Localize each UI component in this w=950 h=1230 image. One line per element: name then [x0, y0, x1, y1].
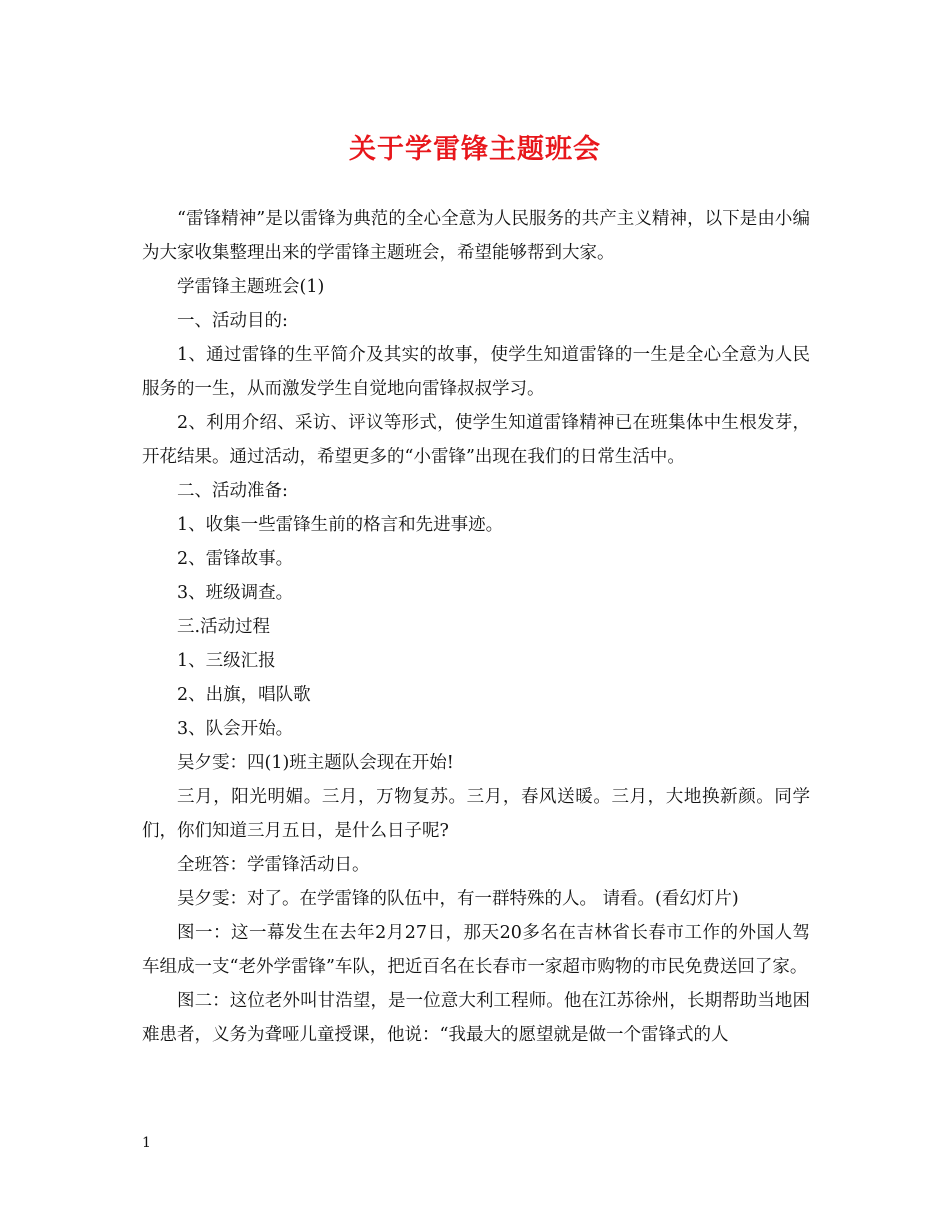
paragraph-dialogue-3: 全班答：学雷锋活动日。: [177, 855, 370, 875]
document-title: 关于学雷锋主题班会: [349, 134, 601, 165]
paragraph-preparation-1: 1、收集一些雷锋生前的格言和先进事迹。: [177, 515, 504, 535]
paragraph-objective-heading: 一、活动目的:: [177, 311, 288, 331]
paragraph-preparation-2: 2、雷锋故事。: [177, 549, 294, 569]
paragraph-image-2: 图二：这位老外叫甘浩望，是一位意大利工程师。他在江苏徐州，长期帮助当地困难患者，义务为聋哑儿童授课，他说：“我最大的愿望就是做一个雷锋式的人: [142, 991, 810, 1045]
page-number: 1: [142, 1135, 151, 1151]
paragraph-objective-2: 2、利用介绍、采访、评议等形式，使学生知道雷锋精神已在班集体中生根发芽，开花结果。通过活动，希望更多的“小雷锋”出现在我们的日常生活中。: [142, 413, 810, 467]
paragraph-process-heading: 三.活动过程: [177, 617, 271, 637]
paragraph-dialogue-1: 吴夕雯：四(1)班主题队会现在开始!: [177, 753, 454, 773]
paragraph-dialogue-2: 三月，阳光明媚。三月，万物复苏。三月，春风送暖。三月，大地换新颜。同学们，你们知道三月五日，是什么日子呢?: [142, 787, 810, 841]
paragraph-section-heading: 学雷锋主题班会(1): [177, 277, 325, 297]
paragraph-objective-1: 1、通过雷锋的生平简介及其实的故事，使学生知道雷锋的一生是全心全意为人民服务的一生，从而激发学生自觉地向雷锋叔叔学习。: [142, 345, 810, 399]
paragraph-process-3: 3、队会开始。: [177, 719, 294, 739]
paragraph-process-2: 2、出旗，唱队歌: [177, 685, 311, 705]
paragraph-preparation-heading: 二、活动准备:: [177, 481, 288, 501]
document-body: [142, 202, 810, 1052]
paragraph-dialogue-4: 吴夕雯：对了。在学雷锋的队伍中，有一群特殊的人。 请看。(看幻灯片): [177, 889, 739, 909]
paragraph-image-1: 图一：这一幕发生在去年2月27日，那天20多名在吉林省长春市工作的外国人驾车组成一支“老外学雷锋”车队，把近百名在长春市一家超市购物的市民免费送回了家。: [142, 923, 810, 977]
paragraph-intro: “雷锋精神”是以雷锋为典范的全心全意为人民服务的共产主义精神，以下是由小编为大家收集整理出来的学雷锋主题班会，希望能够帮到大家。: [142, 209, 810, 263]
paragraph-process-1: 1、三级汇报: [177, 651, 276, 671]
paragraph-preparation-3: 3、班级调查。: [177, 583, 294, 603]
